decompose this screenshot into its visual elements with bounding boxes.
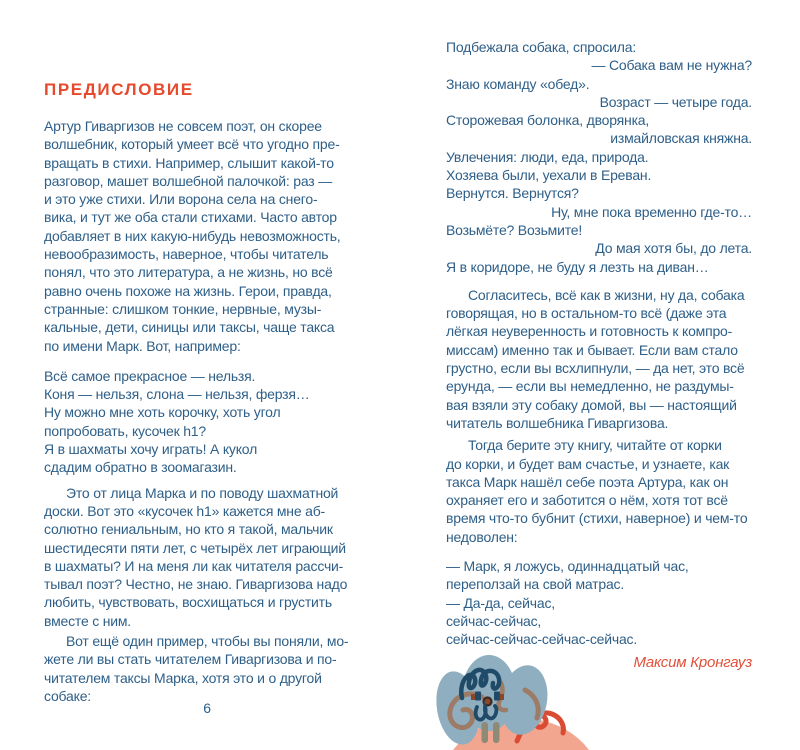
text-line: тывал поэт? Честно, не знаю. Гиваргизова надо	[44, 576, 348, 593]
example-paragraph	[44, 632, 370, 705]
text-line: Вот ещё один пример, чтобы вы поняли, мо-	[66, 633, 349, 650]
text-line: Всё самое прекрасное — нельзя.	[44, 367, 256, 384]
text-line: жете ли вы стать читателем Гиваргизова и по-	[44, 651, 337, 668]
text-line: солютно гениальным, но кто я такой, мальчик	[44, 521, 333, 538]
text-line: Я в коридоре, не буду я лезть на диван…	[446, 258, 709, 275]
text-line: недоволен:	[446, 528, 518, 545]
text-line: по имени Марк. Вот, например:	[44, 337, 241, 354]
text-line: такса Марк нашёл себе поэта Артура, как он	[446, 473, 729, 490]
text-line: переползай на свой матрас.	[446, 576, 625, 593]
text-line: вая взяли эту собаку домой, вы — настоящий	[446, 396, 737, 413]
text-line: Я в шахматы хочу играть! А кукол	[44, 441, 258, 458]
text-line: любить, чувствовать, восхищаться и грустить	[44, 594, 332, 611]
text-line: Возьмёте? Возьмите!	[446, 221, 583, 238]
author-signature: Максим Кронгауз	[633, 653, 752, 671]
text-line: — Марк, я ложусь, одиннадцатый час,	[446, 558, 689, 575]
text-line: сдадим обратно в зоомагазин.	[44, 459, 237, 476]
text-line: доски. Вот это «кусочек h1» кажется мне аб-	[44, 502, 325, 519]
chess-poem	[44, 367, 370, 477]
text-line: разговор, машет волшебной палочкой: раз —	[44, 172, 333, 189]
text-line: грустно, если вы всхлипнули, — да нет, это всё	[446, 360, 745, 377]
commentary-paragraph	[44, 484, 370, 630]
text-line: охраняет его и заботится о нём, хотя тот всё	[446, 492, 728, 509]
text-line: Увлечения: люди, еда, природа.	[446, 148, 649, 165]
text-line: время что-то бубнит (стихи, наверное) и чем-то	[446, 510, 748, 527]
text-line: добавляет в них какую-нибудь невозможность,	[44, 227, 341, 244]
page-number: 6	[203, 700, 211, 716]
text-line: лёгкая неуверенность и готовность к компро-	[446, 323, 733, 340]
text-line: попробовать, кусочек h1?	[44, 422, 206, 439]
mark-dialogue	[446, 557, 752, 648]
agreement-paragraph	[446, 286, 752, 432]
text-line: сейчас-сейчас-сейчас-сейчас.	[446, 631, 638, 648]
text-line: волшебник, который умеет всё что угодно пре-	[44, 136, 340, 153]
intro-paragraph	[44, 117, 370, 355]
text-line: измайловская княжна.	[610, 130, 752, 147]
text-line: невообразимость, наверное, чтобы читатель	[44, 246, 329, 263]
text-line: Согласитесь, всё как в жизни, ну да, собака	[468, 286, 745, 303]
text-line: вместе с ним.	[44, 612, 131, 629]
text-line: равно очень похоже на жизнь. Герои, правда,	[44, 282, 332, 299]
text-line: Это от лица Марка и по поводу шахматной	[66, 484, 339, 501]
text-line: Вернутся. Вернутся?	[446, 185, 579, 202]
take-the-book-paragraph	[446, 436, 752, 546]
text-line: странные: слишком тонкие, нервные, музы-	[44, 300, 322, 317]
section-heading: ПРЕДИСЛОВИЕ	[44, 80, 194, 99]
text-line: Возраст — четыре года.	[599, 93, 752, 110]
text-line: сейчас-сейчас,	[446, 612, 542, 629]
left-text-blocks	[44, 117, 370, 705]
text-line: кальные, дети, синицы или таксы, чаще такса	[44, 319, 335, 336]
right-column	[446, 38, 752, 672]
dog-dialogue-poem	[446, 38, 752, 276]
text-line: — Да-да, сейчас,	[446, 594, 555, 611]
dog-illustration	[425, 648, 685, 750]
text-line: — Собака вам не нужна?	[591, 57, 752, 74]
text-line: вращать в стихи. Например, слышит какой-то	[44, 154, 334, 171]
text-line: Знаю команду «обед».	[446, 75, 590, 92]
text-line: до корки, и будет вам счастье, и узнаете, как	[446, 455, 730, 472]
text-line: миссам) именно так и бывает. Если вам стало	[446, 341, 738, 358]
text-line: шестидесяти пяти лет, с четырёх лет играющий	[44, 539, 346, 556]
text-line: говорящая, но в остальном-то всё (даже эта	[446, 305, 727, 322]
text-line: Коня — нельзя, слона — нельзя, ферзя…	[44, 386, 310, 403]
text-line: собаке:	[44, 687, 91, 704]
left-column	[44, 80, 370, 705]
right-text-blocks	[446, 38, 752, 649]
text-line: и это уже стихи. Или ворона села на снего-	[44, 191, 318, 208]
text-line: Хозяева были, уехали в Ереван.	[446, 167, 652, 184]
text-line: Артур Гиваргизов не совсем поэт, он скорее	[44, 118, 322, 134]
text-line: понял, что это литература, а не жизнь, но всё	[44, 264, 333, 281]
text-line: ерунда, — если вы немедленно, не раздумы-	[446, 378, 734, 395]
text-line: Подбежала собака, спросила:	[446, 39, 637, 55]
text-line: читателем таксы Марка, хотя это и о другой	[44, 669, 322, 686]
text-line: в шахматы? И на меня ли как читателя рассчи-	[44, 557, 344, 574]
text-line: Ну, мне пока временно где-то…	[551, 203, 752, 220]
text-line: вика, и тут же оба стали стихами. Часто автор	[44, 209, 337, 226]
text-line: Сторожевая болонка, дворянка,	[446, 112, 650, 129]
text-line: Тогда берите эту книгу, читайте от корки	[468, 437, 722, 454]
text-line: читатель волшебника Гиваргизова.	[446, 414, 669, 431]
text-line: До мая хотя бы, до лета.	[595, 240, 752, 257]
text-line: Ну можно мне хоть корочку, хоть угол	[44, 404, 281, 421]
